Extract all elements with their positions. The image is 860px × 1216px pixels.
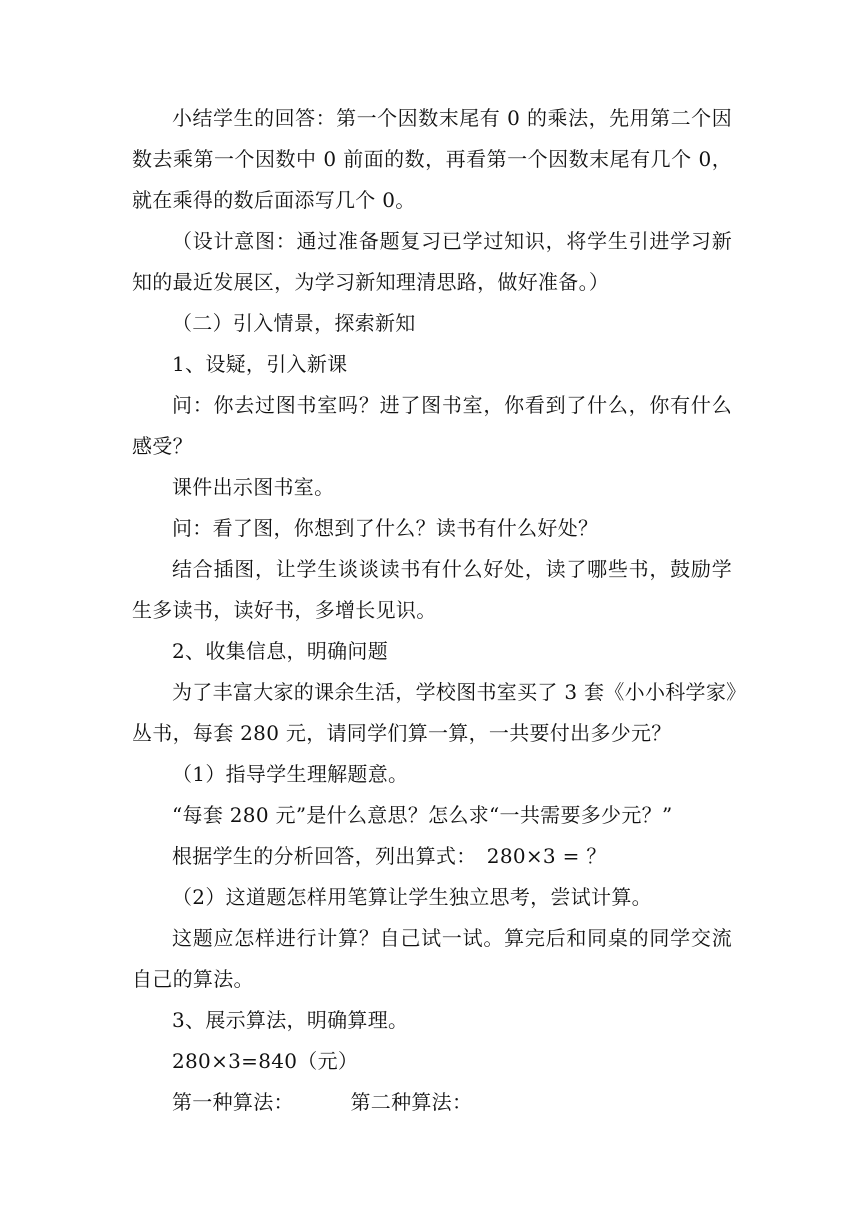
paragraph-line: 知的最近发展区，为学习新知理清思路，做好准备。） (132, 270, 610, 294)
subsection-heading: 3、展示算法，明确算理。 (172, 1008, 409, 1032)
paragraph-line: 丛书，每套 280 元，请同学们算一算，一共要付出多少元？ (132, 721, 672, 745)
paragraph-line: 课件出示图书室。 (172, 475, 335, 499)
paragraph-line: 这题应怎样进行计算？自己试一试。算完后和同桌的同学交流 (172, 926, 732, 950)
paragraph-line: 问：你去过图书室吗？进了图书室，你看到了什么，你有什么 (172, 393, 732, 417)
paragraph-line: 自己的算法。 (132, 967, 254, 991)
paragraph-line: （设计意图：通过准备题复习已学过知识，将学生引进学习新 (172, 229, 732, 253)
subsection-heading: 2、收集信息，明确问题 (172, 639, 389, 663)
section-heading: （二）引入情景，探索新知 (172, 311, 416, 335)
first-method-label: 第一种算法： (172, 1090, 294, 1114)
paragraph-line: （1）指导学生理解题意。 (172, 762, 409, 786)
paragraph-line: 问：看了图，你想到了什么？读书有什么好处？ (172, 516, 599, 540)
paragraph-line: （2）这道题怎样用笔算让学生独立思考，尝试计算。 (172, 885, 652, 909)
paragraph-line: 为了丰富大家的课余生活，学校图书室买了 3 套《小小科学家》 (172, 680, 747, 704)
paragraph-line: 小结学生的回答：第一个因数末尾有 0 的乘法，先用第二个因 (172, 106, 732, 130)
equation-line: 280×3=840（元） (172, 1049, 359, 1073)
paragraph-line: 就在乘得的数后面添写几个 0。 (132, 188, 416, 212)
paragraph-line: 数去乘第一个因数中 0 前面的数，再看第一个因数末尾有几个 0， (132, 147, 732, 171)
subsection-heading: 1、设疑，引入新课 (172, 352, 348, 376)
paragraph-line: 生多读书，读好书，多增长见识。 (132, 598, 437, 622)
equation-line: 根据学生的分析回答，列出算式： 280×3 = ？ (172, 844, 607, 868)
method-labels (172, 1088, 472, 1116)
paragraph-line: 结合插图，让学生谈谈读书有什么好处，读了哪些书，鼓励学 (172, 557, 732, 581)
paragraph-line: “每套 280 元”是什么意思？怎么求“一共需要多少元？” (172, 803, 673, 827)
second-method-label: 第二种算法： (350, 1090, 473, 1114)
paragraph-line: 感受？ (132, 434, 193, 458)
